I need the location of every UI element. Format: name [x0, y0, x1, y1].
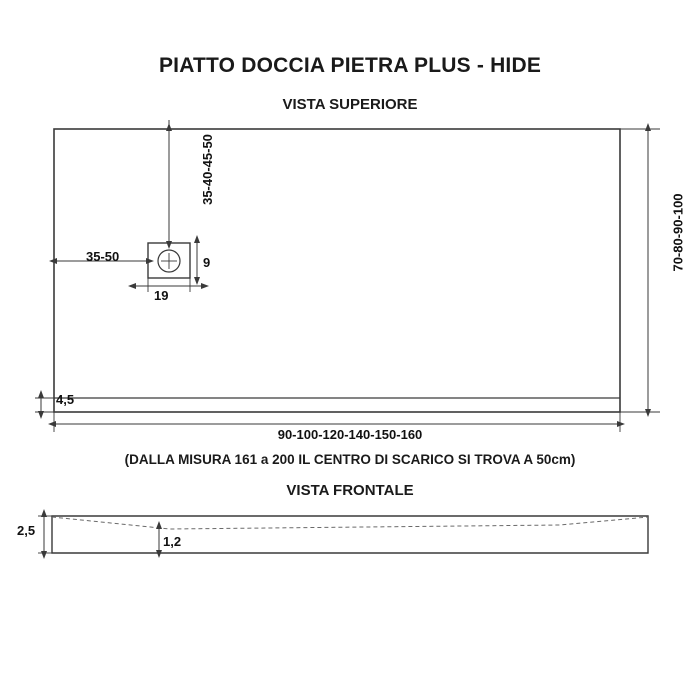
drain-position-note: (DALLA MISURA 161 a 200 IL CENTRO DI SCARICO SI TROVA A 50cm)	[124, 452, 576, 467]
page-title: PIATTO DOCCIA PIETRA PLUS - HIDE	[158, 54, 542, 77]
label-drain-height: 9	[203, 255, 211, 270]
label-overall-width: 70-80-90-100	[670, 193, 686, 272]
top-view-label: VISTA SUPERIORE	[282, 96, 418, 113]
label-front-total-height: 2,5	[17, 523, 36, 538]
dim-overall-width	[620, 129, 660, 412]
tray-front-view	[52, 516, 648, 553]
label-overall-length: 90-100-120-140-150-160	[277, 427, 423, 442]
drain-square	[148, 243, 190, 278]
label-edge-thickness: 4,5	[56, 392, 75, 407]
label-drain-width: 19	[154, 288, 169, 303]
label-front-inner-height: 1,2	[163, 534, 182, 549]
tray-top-view-outline	[54, 129, 620, 412]
label-drain-offset-left: 35-50	[86, 249, 120, 264]
front-view-label: VISTA FRONTALE	[286, 482, 414, 499]
dim-edge-thickness	[35, 398, 54, 412]
label-drain-offset-top: 35-40-45-50	[199, 134, 215, 205]
